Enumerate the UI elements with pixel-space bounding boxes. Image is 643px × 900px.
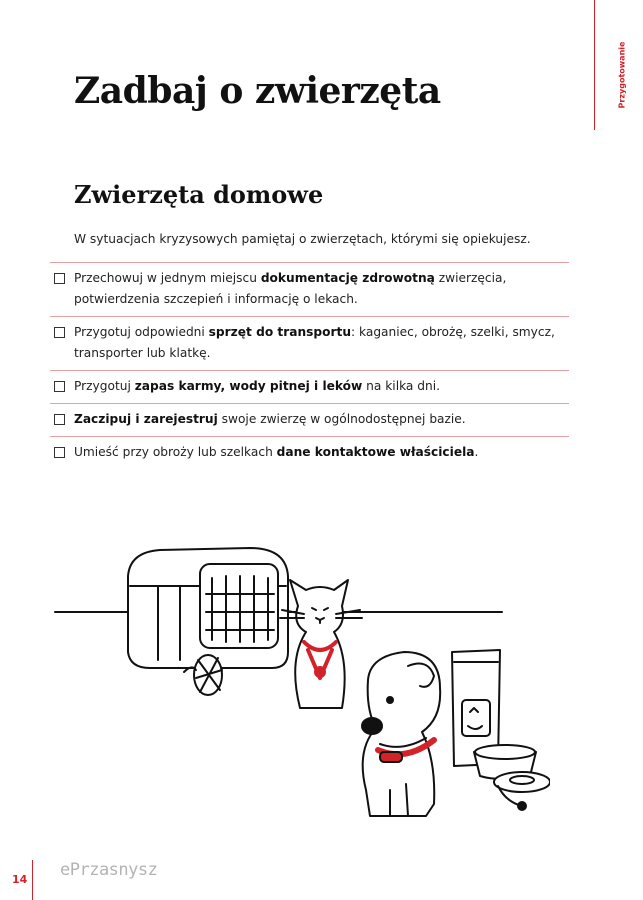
intro-text: W sytuacjach kryzysowych pamiętaj o zwierzętach, którymi się opiekujesz. — [74, 232, 531, 246]
cat-icon — [280, 580, 362, 708]
leash-icon — [494, 772, 550, 810]
item-text-post: : kaganiec, obrożę, szelki, smycz, transporter lub klatkę. — [74, 325, 555, 360]
pet-carrier-icon — [128, 548, 288, 668]
checkbox[interactable] — [54, 414, 65, 425]
item-text-bold: sprzęt do transportu — [208, 325, 352, 339]
checkbox[interactable] — [54, 273, 65, 284]
item-text-pre: Przygotuj odpowiedni — [74, 325, 209, 339]
item-text-post: swoje zwierzę w ogólnodostępnej bazie. — [217, 412, 466, 426]
checklist-item — [50, 436, 569, 469]
watermark: ePrzasnysz — [60, 860, 158, 880]
bottom-rule — [32, 860, 33, 900]
item-text-pre: Przygotuj — [74, 379, 135, 393]
side-rule — [594, 0, 595, 130]
dog-icon — [362, 652, 440, 816]
page-number: 14 — [12, 873, 28, 886]
section-heading: Zwierzęta domowe — [74, 180, 324, 209]
pets-illustration — [50, 540, 550, 840]
checkbox[interactable] — [54, 381, 65, 392]
item-text-bold: Zaczipuj i zarejestruj — [74, 412, 218, 426]
item-text-post: zwierzęcia, potwierdzenia szczepień i informację o lekach. — [74, 271, 507, 306]
item-text-bold: dokumentację zdrowotną — [260, 271, 435, 285]
checklist-item — [50, 403, 569, 436]
checklist-item — [50, 262, 569, 316]
page-title: Zadbaj o zwierzęta — [74, 70, 441, 112]
item-text-bold: dane kontaktowe właściciela — [276, 445, 475, 459]
item-text-pre: Umieść przy obroży lub szelkach — [74, 445, 277, 459]
checklist-item — [50, 370, 569, 403]
item-text-post: na kilka dni. — [362, 379, 440, 393]
item-text-pre: Przechowuj w jednym miejscu — [74, 271, 261, 285]
checklist — [50, 262, 569, 469]
checkbox[interactable] — [54, 327, 65, 338]
item-text-bold: zapas karmy, wody pitnej i leków — [134, 379, 363, 393]
item-text-post: . — [474, 445, 479, 459]
section-label — [614, 30, 630, 120]
checkbox[interactable] — [54, 447, 65, 458]
section-label-text: Przygotowanie — [617, 41, 627, 109]
checklist-item — [50, 316, 569, 370]
